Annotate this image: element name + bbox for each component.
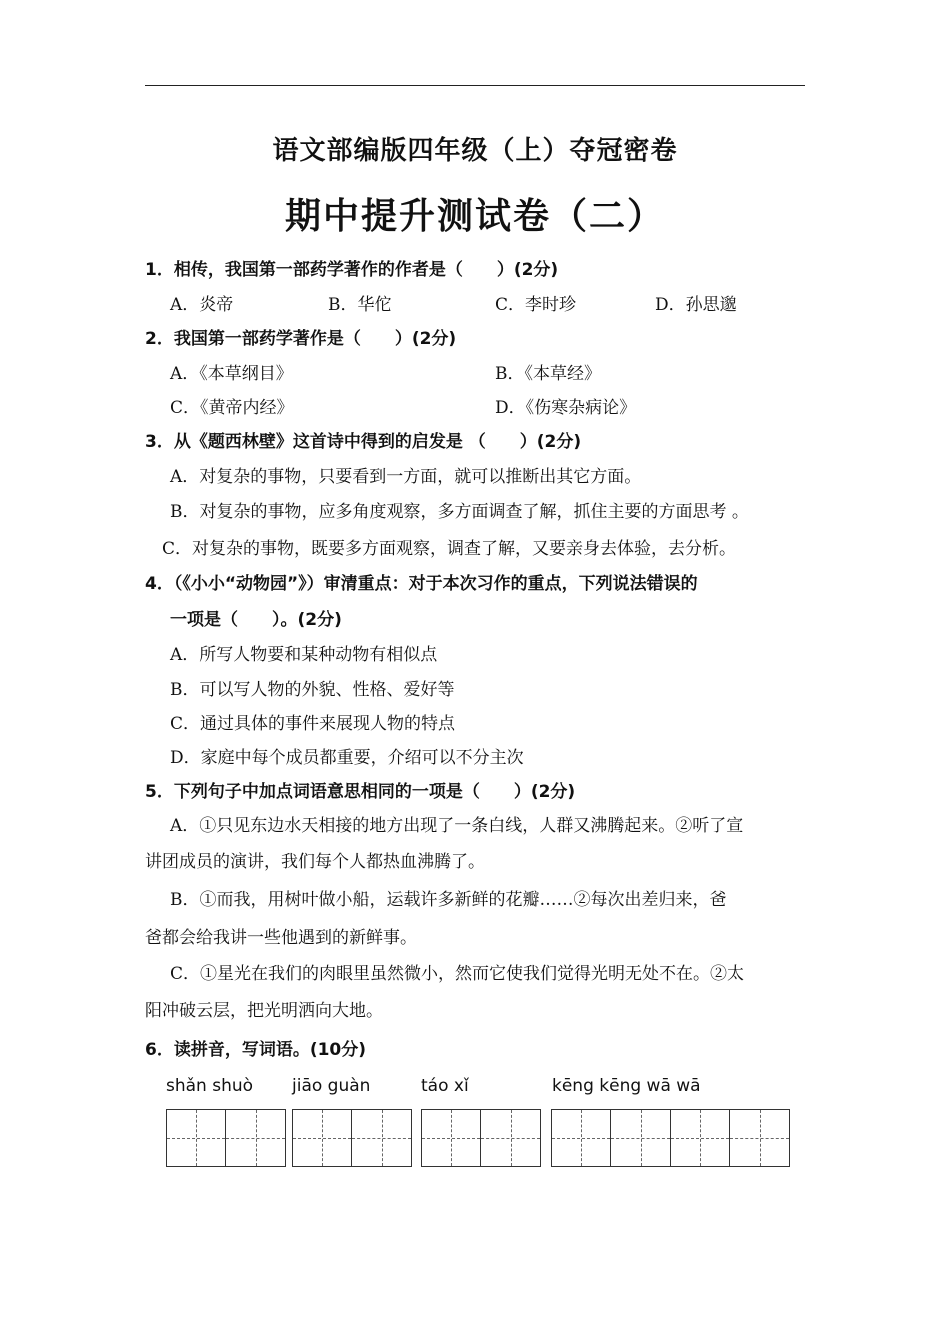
grid-cell[interactable]: [730, 1110, 789, 1166]
grid-cell[interactable]: [671, 1110, 730, 1166]
question-3-stem: 3．从《题西林壁》这首诗中得到的启发是 （ ）(2分): [145, 432, 582, 452]
grid-cell[interactable]: [552, 1110, 611, 1166]
question-4-stem-line1: 4．（《小小“动物园”》）审清重点：对于本次习作的重点，下列说法错误的: [145, 574, 698, 594]
question-1-option-b: B．华佗: [328, 295, 392, 315]
question-6-stem: 6．读拼音，写词语。(10分): [145, 1040, 367, 1060]
question-4-option-b: B．可以写人物的外貌、性格、爱好等: [170, 680, 455, 700]
question-1-option-a: A．炎帝: [170, 295, 234, 315]
question-1-option-d: D．孙思邈: [655, 295, 737, 315]
question-4-option-a: A．所写人物要和某种动物有相似点: [170, 645, 438, 665]
question-5-option-a-line2: 讲团成员的演讲，我们每个人都热血沸腾了。: [145, 852, 485, 872]
answer-grid-3[interactable]: [421, 1109, 541, 1167]
pinyin-2: jiāo guàn: [292, 1076, 371, 1096]
exam-title: 期中提升测试卷（二）: [284, 196, 665, 237]
question-4-option-c: C．通过具体的事件来展现人物的特点: [170, 714, 456, 734]
question-4-option-d: D．家庭中每个成员都重要，介绍可以不分主次: [170, 748, 524, 768]
grid-cell[interactable]: [293, 1110, 352, 1166]
question-5-option-b-line1: B．①而我，用树叶做小船，运载许多新鲜的花瓣……②每次出差归来，爸: [170, 890, 727, 910]
grid-cell[interactable]: [167, 1110, 226, 1166]
grid-cell[interactable]: [481, 1110, 540, 1166]
question-3-option-c: C．对复杂的事物，既要多方面观察，调查了解，又要亲身去体验，去分析。: [162, 539, 737, 559]
question-5-option-a-line1: A．①只见东边水天相接的地方出现了一条白线，人群又沸腾起来。②听了宣: [170, 816, 744, 836]
question-5-option-c-line2: 阳冲破云层，把光明洒向大地。: [145, 1001, 383, 1021]
grid-cell[interactable]: [422, 1110, 481, 1166]
exam-series-title: 语文部编版四年级（上）夺冠密卷: [272, 136, 678, 166]
answer-grid-4b[interactable]: [670, 1109, 790, 1167]
question-2-option-a: A．《本草纲目》: [170, 364, 293, 384]
pinyin-3: táo xǐ: [421, 1076, 469, 1096]
grid-cell[interactable]: [611, 1110, 670, 1166]
grid-cell[interactable]: [226, 1110, 285, 1166]
question-2-option-c: C．《黄帝内经》: [170, 398, 294, 418]
question-5-option-c-line1: C．①星光在我们的肉眼里虽然微小，然而它使我们觉得光明无处不在。②太: [170, 964, 745, 984]
header-rule: [145, 85, 805, 86]
question-1-option-c: C．李时珍: [495, 295, 577, 315]
pinyin-4: kēng kēng wā wā: [552, 1076, 701, 1096]
question-2-stem: 2．我国第一部药学著作是（ ）(2分): [145, 329, 457, 349]
question-4-stem-line2: 一项是（ ）。(2分): [170, 610, 342, 630]
question-3-option-b: B．对复杂的事物，应多角度观察，多方面调查了解，抓住主要的方面思考 。: [170, 502, 749, 522]
grid-cell[interactable]: [352, 1110, 411, 1166]
question-5-option-b-line2: 爸都会给我讲一些他遇到的新鲜事。: [145, 928, 417, 948]
answer-grid-2[interactable]: [292, 1109, 412, 1167]
question-3-option-a: A．对复杂的事物，只要看到一方面，就可以推断出其它方面。: [170, 467, 642, 487]
answer-grid-4a[interactable]: [551, 1109, 671, 1167]
pinyin-1: shǎn shuò: [166, 1076, 254, 1096]
question-2-option-b: B．《本草经》: [495, 364, 601, 384]
question-1-stem: 1．相传，我国第一部药学著作的作者是（ ）(2分): [145, 260, 559, 280]
question-2-option-d: D．《伤寒杂病论》: [495, 398, 637, 418]
question-5-stem: 5．下列句子中加点词语意思相同的一项是（ ）(2分): [145, 782, 576, 802]
answer-grid-1[interactable]: [166, 1109, 286, 1167]
